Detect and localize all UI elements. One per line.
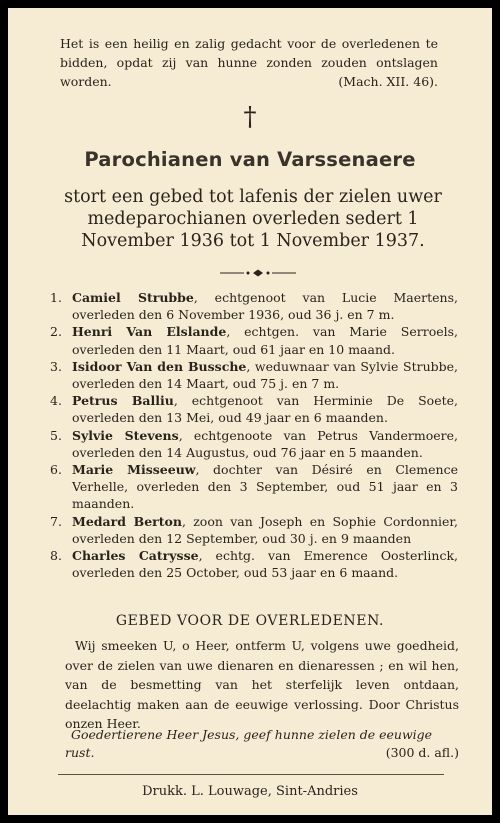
deceased-details: , dochter van Désiré en Clemence Verhelle, overleden den 3 September, oud 51 jaar en 3 maanden. [72,462,458,512]
deceased-name: Petrus Balliu [72,393,174,409]
deceased-name: Isidoor Van den Bussche [72,358,247,374]
quote-reference: (Mach. XII. 46). [338,74,438,89]
deceased-name: Camiel Strubbe [72,290,194,305]
deceased-details: , echtgenoote van Petrus Vandermoere, overleden den 14 Augustus, oud 76 jaar en 5 maanden. [72,427,459,460]
quote-text: Het is een heilig en zalig gedacht voor de overledenen te bidden, opdat zij van hunne zonden zouden ontslagen worden. [60,36,438,89]
deceased-name: Charles Catrysse [72,548,199,564]
intro-text: stort een gebed tot lafenis der zielen uwer medeparochianen overleden sedert 1 November 1936 tot 1 November 1937. [64,187,442,251]
list-item: 8. Charles Catrysse, echtg. van Emerence Oosterlinck, overleden den 25 October, oud 53 jaar en 6 maand. [50,548,458,581]
deceased-details: , zoon van Joseph en Sophie Cordonnier, overleden den 12 September, oud 30 j. en 9 maanden [72,513,458,546]
divider-rule [58,774,444,775]
printer-credit: Drukk. L. Louwage, Sint-Andries [142,784,358,799]
deceased-name: Marie Misseeuw [72,462,196,478]
deceased-list [50,289,458,581]
card-title: Parochianen van Varssenaere [84,148,416,171]
deceased-name: Medard Berton [72,513,182,529]
list-item: 2. Henri Van Elslande, echtgen. van Marie Serroels, overleden den 11 Maart, oud 61 jaar en 10 maand. [50,324,458,357]
list-item: 4. Petrus Balliu, echtgenoot van Herminie De Soete, overleden den 13 Mei, oud 49 jaar en 6 maanden. [50,393,458,426]
closing-invocation [65,726,459,762]
list-item: 7. Medard Berton, zoon van Joseph en Sophie Cordonnier, overleden den 12 September, oud 30 j. en 9 maanden [50,513,458,546]
cross-icon: † [243,102,257,132]
prayer-title: GEBED VOOR DE OVERLEDENEN. [115,613,385,629]
list-item: 5. Sylvie Stevens, echtgenoote van Petrus Vandermoere, overleden den 14 Augustus, oud 76 jaar en 5 maanden. [50,427,459,460]
deceased-name: Sylvie Stevens [72,427,179,443]
deceased-name: Henri Van Elslande [72,324,227,340]
indulgence-note: (300 d. afl.) [385,744,459,760]
ornament-divider-icon [220,268,296,278]
closing-text: Goedertierene Heer Jesus, geef hunne zielen de eeuwige rust. [65,727,433,760]
deceased-details: , echtgenoot van Lucie Maertens, overleden den 6 November 1936, oud 36 j. en 7 m. [72,290,458,323]
deceased-details: , echtg. van Emerence Oosterlinck, overleden den 25 October, oud 53 jaar en 6 maand. [72,548,458,581]
scripture-quote [60,34,438,91]
list-item: 6. Marie Misseeuw, dochter van Désiré en Clemence Verhelle, overleden den 3 September, oud 51 jaar en 3 maanden. [50,462,458,512]
deceased-details: , echtgen. van Marie Serroels, overleden den 11 Maart, oud 61 jaar en 10 maand. [72,324,458,357]
deceased-details: , echtgenoot van Herminie De Soete, overleden den 13 Mei, oud 49 jaar en 6 maanden. [72,393,458,426]
deceased-details: , weduwnaar van Sylvie Strubbe, overleden den 14 Maart, oud 75 j. en 7 m. [72,358,458,392]
memorial-card [8,8,492,815]
list-item: 3. Isidoor Van den Bussche, weduwnaar van Sylvie Strubbe, overleden den 14 Maart, oud 75 j. en 7 m. [50,358,458,392]
list-item: 1. Camiel Strubbe, echtgenoot van Lucie Maertens, overleden den 6 November 1936, oud 36 j. en 7 m. [50,290,458,323]
prayer-text: Wij smeeken U, o Heer, ontferm U, volgens uwe goedheid, over de zielen van uwe dienaren en dienaressen ; en wil hen, van de besmetting van het sterfelijk leven ontdaan, deelachtig maken aan de eeuwige verlossing. Door Christus onzen Heer. [65,638,459,731]
